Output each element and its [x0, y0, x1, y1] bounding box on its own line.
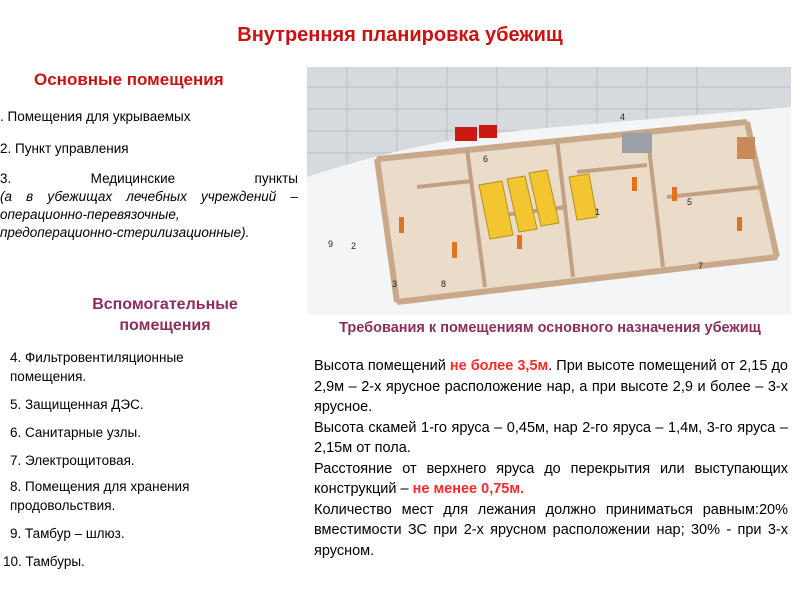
plan-label-6: 6	[483, 154, 489, 164]
aux-room-item: 8. Помещения для хранения	[10, 479, 190, 494]
main-room-item-3-label: 3. Медицинские пункты	[0, 171, 298, 186]
requirement-capacity: Количество мест для лежания должно приниматься равным:20% вместимости ЗС при 2-х ярусном расположении нар; 30% - при 3-х ярусном.	[314, 501, 788, 559]
page-title: Внутренняя планировка убежищ	[237, 24, 563, 46]
plan-label-5: 5	[687, 197, 693, 207]
aux-room-item: 5. Защищенная ДЭС.	[10, 397, 144, 412]
plan-label-9: 9	[328, 239, 334, 249]
plan-label-4: 4	[620, 112, 626, 122]
aux-room-item: 10. Тамбуры.	[3, 554, 85, 569]
aux-room-item: 4. Фильтровентиляционные	[10, 350, 184, 365]
main-room-item-3-details: (а в убежищах лечебных учреждений – операционно-перевязочные, предоперационно-стерилизационные).	[0, 189, 298, 240]
highlight-max-height: не более 3,5м	[449, 358, 549, 374]
plan-label-1: 1	[595, 207, 601, 217]
shelter-plan-illustration	[307, 67, 791, 315]
plan-label-2: 2	[351, 241, 357, 251]
aux-room-item: 9. Тамбур – шлюз.	[10, 526, 125, 541]
requirement-clearance: Расстояние от верхнего яруса до перекрытия или выступающих конструкций – не менее 0,75м.	[314, 460, 788, 497]
aux-room-item: помещения.	[10, 369, 87, 384]
plan-label-8: 8	[441, 279, 447, 289]
aux-room-item: 6. Санитарные узлы.	[10, 425, 141, 440]
main-room-item-1: . Помещения для укрываемых	[0, 109, 191, 124]
plan-label-7: 7	[698, 261, 704, 271]
main-rooms-heading: Основные помещения	[34, 70, 224, 89]
main-room-item-3	[0, 170, 298, 242]
requirements-heading: Требования к помещениям основного назначения убежищ	[339, 320, 761, 336]
highlight-min-clearance: не менее 0,75м.	[412, 481, 525, 497]
aux-rooms-heading: Вспомогательные помещения	[92, 296, 238, 334]
aux-room-item: продовольствия.	[10, 498, 116, 513]
requirement-bench-height: Высота скамей 1-го яруса – 0,45м, нар 2-го яруса – 1,4м, 3-го яруса – 2,15м от пола.	[314, 419, 788, 456]
main-room-item-2: 2. Пункт управления	[0, 141, 129, 156]
plan-label-3: 3	[392, 279, 398, 289]
requirements-text	[314, 356, 788, 561]
requirement-height: Высота помещений не более 3,5м. При высоте помещений от 2,15 до 2,9м – 2-х ярусное расположение нар, а при высоте 2,9 и более – 3-х ярусное.	[314, 358, 788, 415]
aux-room-item: 7. Электрощитовая.	[10, 453, 135, 468]
